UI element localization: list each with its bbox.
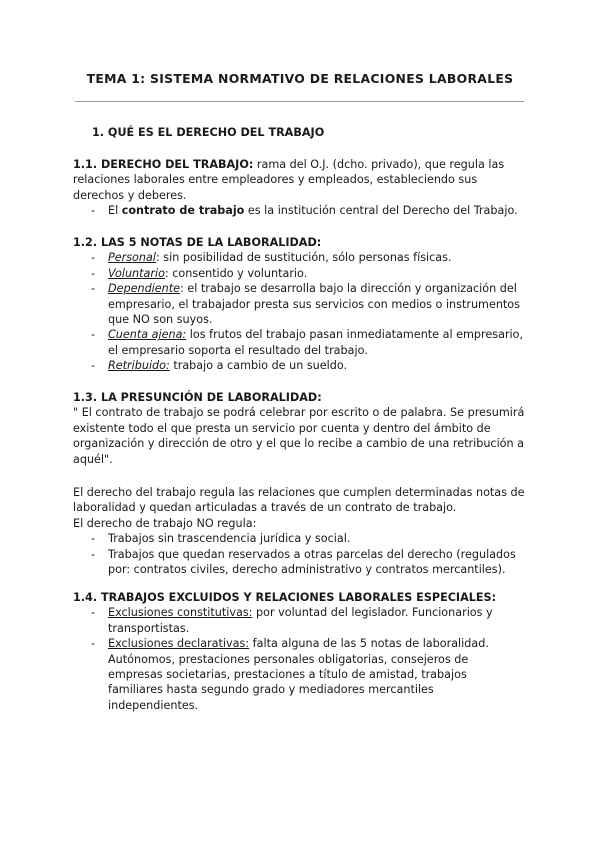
laboralidad-notes-list bbox=[73, 250, 525, 373]
list-item bbox=[73, 636, 525, 713]
exclusion-term: Exclusiones constitutivas: bbox=[108, 606, 253, 620]
section-1-1 bbox=[73, 157, 525, 219]
exclusions-list bbox=[73, 605, 525, 713]
no-regula-list bbox=[73, 531, 525, 577]
section-1-1-heading: 1.1. DERECHO DEL TRABAJO: bbox=[73, 158, 254, 171]
section-1 bbox=[92, 125, 522, 140]
list-item bbox=[73, 266, 525, 281]
section-1-1-list bbox=[73, 203, 525, 218]
regulation-paragraph: El derecho del trabajo regula las relaciones que cumplen determinadas notas de laboralidad y quedan articuladas a través de un contrato de trabajo. bbox=[73, 486, 525, 515]
section-1-heading: 1. QUÉ ES EL DERECHO DEL TRABAJO bbox=[92, 126, 325, 139]
section-1-4-heading: 1.4. TRABAJOS EXCLUIDOS Y RELACIONES LABORALES ESPECIALES: bbox=[73, 591, 497, 604]
section-1-1-text: rama del O.J. (dcho. privado), que regula las relaciones laborales entre empleadores y empleados, estableciendo sus derechos y deberes. bbox=[73, 158, 505, 202]
note-text: trabajo a cambio de un sueldo. bbox=[169, 359, 348, 373]
contrato-term: contrato de trabajo bbox=[121, 204, 245, 218]
section-1-1-paragraph bbox=[73, 157, 525, 203]
exclusion-text: falta alguna de las 5 notas de laboralidad. Autónomos, prestaciones personales obligatorias, consejeros de empresas societarias, prestaciones a título de amistad, trabajos familiares hasta segundo grado y mediadores mercantiles independientes. bbox=[108, 637, 489, 712]
note-term: Dependiente bbox=[108, 282, 181, 296]
note-text: consentido y voluntario. bbox=[168, 266, 308, 280]
no-regula-paragraph: El derecho de trabajo NO regula: bbox=[73, 516, 257, 530]
list-item-text: El bbox=[108, 204, 122, 218]
section-1-4 bbox=[73, 590, 525, 713]
list-item bbox=[73, 358, 525, 373]
section-1-3 bbox=[73, 390, 525, 577]
list-item bbox=[73, 250, 525, 265]
list-item bbox=[73, 281, 525, 327]
document-title: TEMA 1: SISTEMA NORMATIVO DE RELACIONES LABORALES bbox=[86, 71, 514, 86]
list-item bbox=[73, 605, 525, 636]
list-item bbox=[73, 327, 525, 358]
exclusion-term: Exclusiones declarativas: bbox=[108, 637, 250, 651]
note-text: los frutos del trabajo pasan inmediatamente al empresario, el empresario soporta el resultado del trabajo. bbox=[108, 328, 524, 357]
list-item bbox=[73, 203, 525, 218]
exclusion-text: por voluntad del legislador. Funcionarios y transportistas. bbox=[108, 606, 493, 635]
note-text: el trabajo se desarrolla bajo la dirección y organización del empresario, el trabajador presta sus servicios con medios o instrumentos que NO son suyos. bbox=[108, 282, 520, 327]
section-1-3-heading: 1.3. LA PRESUNCIÓN DE LABORALIDAD: bbox=[73, 391, 322, 404]
section-1-2 bbox=[73, 235, 525, 374]
list-item-text: es la institución central del Derecho del Trabajo. bbox=[244, 204, 518, 218]
list-item: - Trabajos sin trascendencia jurídica y social. bbox=[73, 531, 525, 546]
note-term: Cuenta ajena: bbox=[108, 328, 187, 342]
note-colon: : bbox=[155, 251, 160, 265]
title-divider bbox=[75, 101, 524, 102]
note-colon: : bbox=[180, 282, 184, 296]
note-text: sin posibilidad de sustitución, sólo personas físicas. bbox=[159, 251, 452, 265]
presuncion-quote: " El contrato de trabajo se podrá celebrar por escrito o de palabra. Se presumirá existente todo el que presta un servicio por cuenta y dentro del ámbito de organización y dirección de otro y el que lo recibe a cambio de una retribución a aquél". bbox=[73, 406, 525, 466]
note-term: Voluntario bbox=[108, 266, 165, 280]
note-term: Retribuido: bbox=[108, 359, 170, 373]
section-1-2-heading: 1.2. LAS 5 NOTAS DE LA LABORALIDAD: bbox=[73, 236, 322, 249]
note-colon: : bbox=[164, 266, 169, 280]
note-term: Personal bbox=[108, 251, 156, 265]
list-item: - Trabajos que quedan reservados a otras parcelas del derecho (regulados por: contratos civiles, derecho administrativo y contratos mercantiles). bbox=[73, 547, 525, 578]
